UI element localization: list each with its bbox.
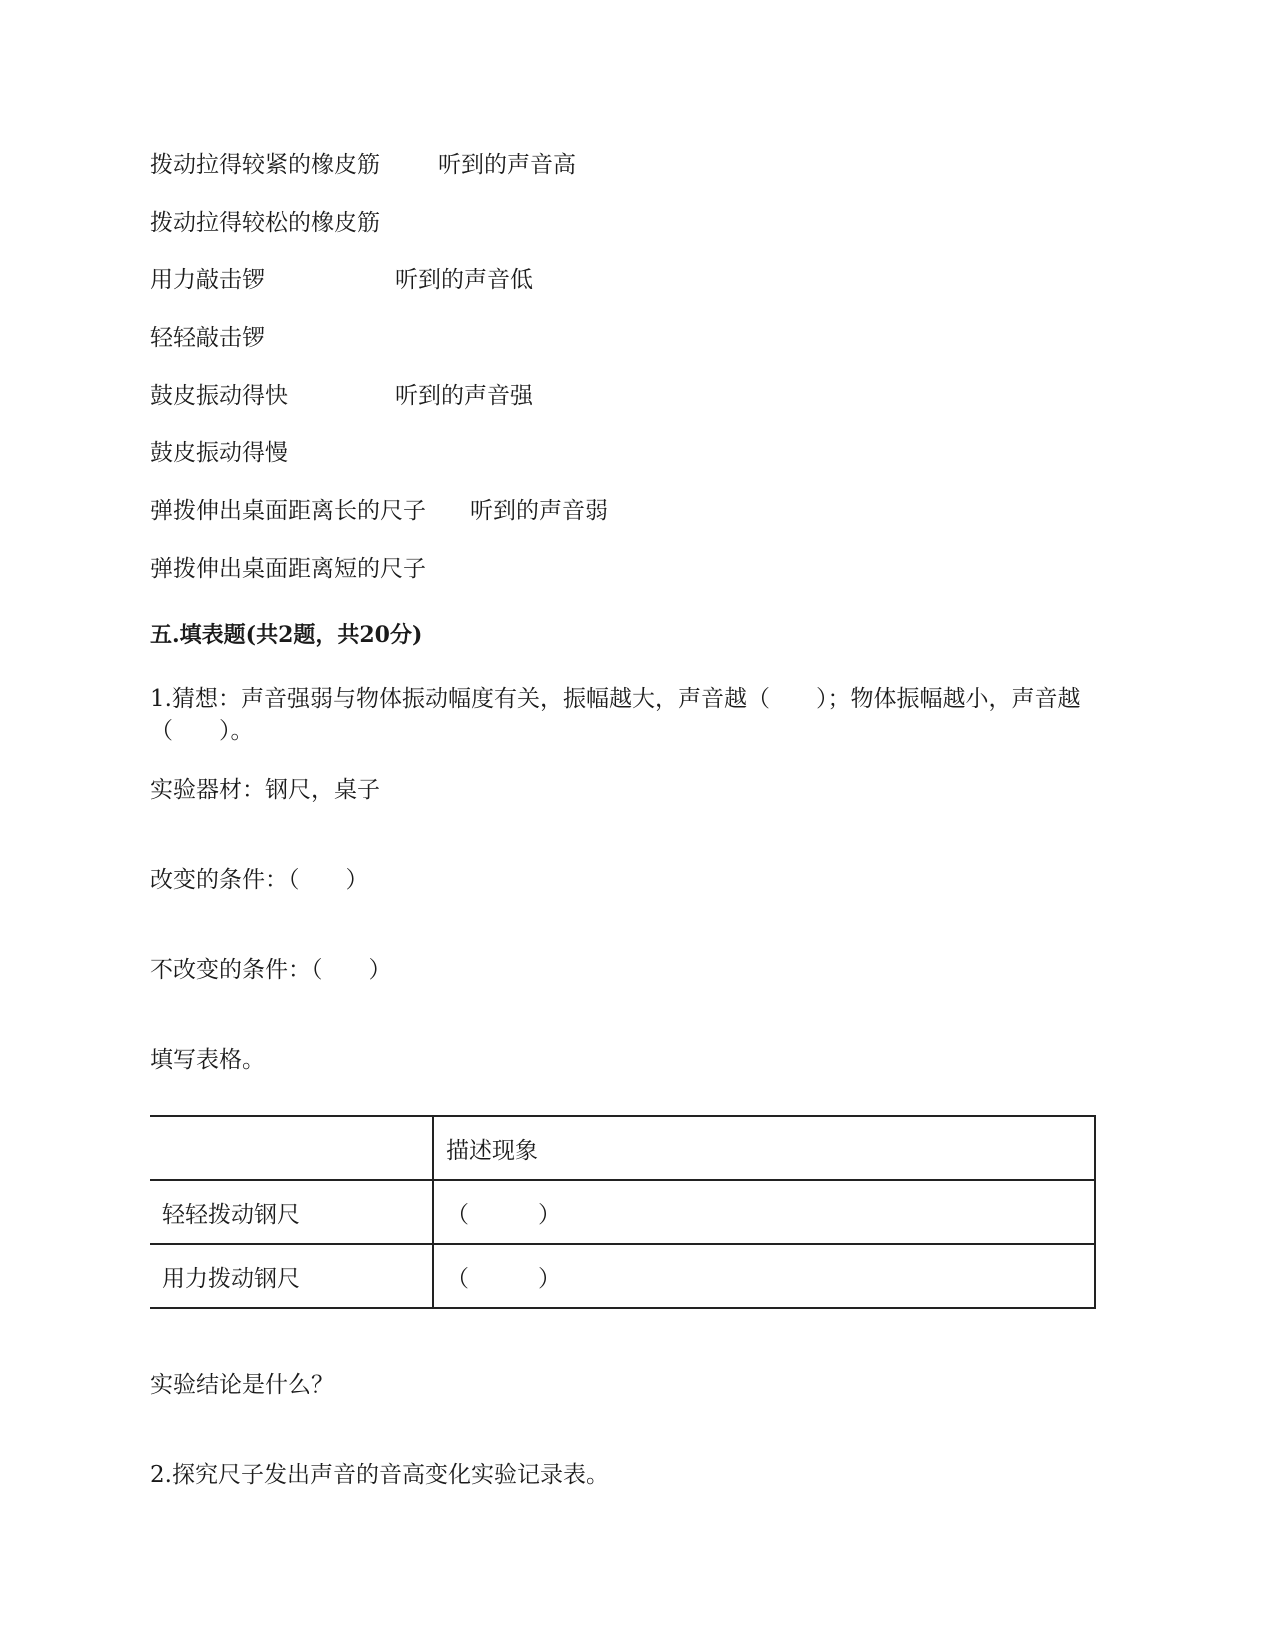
match-left-6: 鼓皮振动得慢 [150, 440, 288, 466]
table-header-cell-empty [150, 1116, 433, 1180]
match-left-5: 鼓皮振动得快 [150, 383, 288, 409]
table-cell-action: 用力拨动钢尺 [150, 1244, 433, 1308]
q1-materials: 实验器材：钢尺，桌子 [150, 777, 380, 803]
table-cell-action: 轻轻拨动钢尺 [150, 1180, 433, 1244]
section-heading: 五.填表题(共2题，共20分) [150, 622, 423, 648]
table-cell-blank[interactable]: （ ） [433, 1244, 1095, 1308]
table-header-row [150, 1116, 1095, 1180]
match-left-7: 弹拨伸出桌面距离长的尺子 [150, 498, 426, 524]
q2-title: 2.探究尺子发出声音的音高变化实验记录表。 [150, 1462, 609, 1488]
match-right-1: 听到的声音高 [438, 152, 576, 178]
q1-fill-table-instruction: 填写表格。 [150, 1047, 265, 1073]
table-row [150, 1180, 1095, 1244]
match-left-1: 拨动拉得较紧的橡皮筋 [150, 152, 380, 178]
table-cell-blank[interactable]: （ ） [433, 1180, 1095, 1244]
q1-guess: 1.猜想：声音强弱与物体振动幅度有关，振幅越大，声音越（ ）；物体振幅越小，声音越（ ）。 [150, 686, 1081, 744]
match-left-3: 用力敲击锣 [150, 267, 265, 293]
q1-changed-condition: 改变的条件：（ ） [150, 867, 369, 893]
q1-conclusion-question: 实验结论是什么？ [150, 1372, 334, 1398]
match-right-5: 听到的声音强 [395, 383, 533, 409]
match-right-3: 听到的声音低 [395, 267, 533, 293]
match-left-4: 轻轻敲击锣 [150, 325, 265, 351]
experiment-table [150, 1115, 1096, 1309]
match-right-7: 听到的声音弱 [470, 498, 608, 524]
match-left-2: 拨动拉得较松的橡皮筋 [150, 210, 380, 236]
match-left-8: 弹拨伸出桌面距离短的尺子 [150, 556, 426, 582]
table-row [150, 1244, 1095, 1308]
table-header-cell-description: 描述现象 [433, 1116, 1095, 1180]
q1-unchanged-condition: 不改变的条件：（ ） [150, 957, 392, 983]
